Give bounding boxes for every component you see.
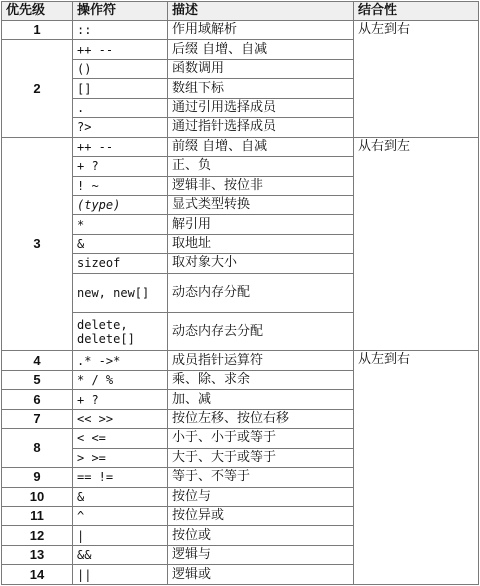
operator-cell: == != (73, 468, 168, 487)
description-cell: 作用域解析 (168, 21, 354, 40)
operator-cell: > >= (73, 448, 168, 467)
description-cell: 按位或 (168, 526, 354, 545)
operator-cell: . (73, 98, 168, 117)
precedence-cell: 12 (2, 526, 73, 545)
operator-cell: ^ (73, 506, 168, 525)
operator-cell: ?> (73, 118, 168, 137)
header-description: 描述 (168, 2, 354, 21)
operator-cell: () (73, 59, 168, 78)
description-cell: 正、负 (168, 157, 354, 176)
operator-cell (73, 195, 168, 214)
description-cell: 等于、不等于 (168, 468, 354, 487)
precedence-cell: 6 (2, 390, 73, 409)
precedence-cell: 3 (2, 137, 73, 351)
description-cell: 逻辑或 (168, 565, 354, 585)
description-cell: 加、减 (168, 390, 354, 409)
description-cell: 函数调用 (168, 59, 354, 78)
precedence-cell: 14 (2, 565, 73, 585)
operator-cell: :: (73, 21, 168, 40)
precedence-cell: 11 (2, 506, 73, 525)
operator-cell: << >> (73, 409, 168, 428)
description-cell: 显式类型转换 (168, 195, 354, 214)
operator-cell: new, new[] (73, 273, 168, 312)
description-cell: 逻辑与 (168, 545, 354, 564)
operator-cell: | (73, 526, 168, 545)
description-cell: 通过指针选择成员 (168, 118, 354, 137)
description-cell: 大于、大于或等于 (168, 448, 354, 467)
precedence-cell: 8 (2, 429, 73, 468)
description-cell: 通过引用选择成员 (168, 98, 354, 117)
precedence-cell: 10 (2, 487, 73, 506)
associativity-cell: 从右到左 (354, 137, 479, 351)
description-cell: 动态内存去分配 (168, 312, 354, 351)
operator-precedence-table (1, 1, 479, 585)
description-cell: 取地址 (168, 234, 354, 253)
description-cell: 数组下标 (168, 79, 354, 98)
header-precedence: 优先级 (2, 2, 73, 21)
operator-cell: < <= (73, 429, 168, 448)
operator-cell: || (73, 565, 168, 585)
description-cell: 按位左移、按位右移 (168, 409, 354, 428)
description-cell: 按位与 (168, 487, 354, 506)
precedence-cell: 2 (2, 40, 73, 137)
operator-cell: ! ~ (73, 176, 168, 195)
type-placeholder: (type) (77, 198, 121, 213)
precedence-cell: 13 (2, 545, 73, 564)
associativity-cell: 从左到右 (354, 21, 479, 138)
operator-cell: * (73, 215, 168, 234)
header-associativity: 结合性 (354, 2, 479, 21)
operator-cell: + ? (73, 157, 168, 176)
operator-cell: * / % (73, 370, 168, 389)
table-row (2, 21, 479, 40)
description-cell: 取对象大小 (168, 254, 354, 273)
table-row (2, 137, 479, 156)
description-cell: 动态内存分配 (168, 273, 354, 312)
operator-cell: .* ->* (73, 351, 168, 370)
operator-cell: delete, delete[] (73, 312, 168, 351)
associativity-cell: 从左到右 (354, 351, 479, 585)
table-row (2, 351, 479, 370)
description-cell: 后缀 自增、自减 (168, 40, 354, 59)
precedence-cell: 9 (2, 468, 73, 487)
operator-cell: && (73, 545, 168, 564)
description-cell: 小于、小于或等于 (168, 429, 354, 448)
precedence-cell: 7 (2, 409, 73, 428)
description-cell: 按位异或 (168, 506, 354, 525)
operator-cell: sizeof (73, 254, 168, 273)
operator-cell: ++ -- (73, 40, 168, 59)
description-cell: 成员指针运算符 (168, 351, 354, 370)
description-cell: 乘、除、求余 (168, 370, 354, 389)
operator-cell: [] (73, 79, 168, 98)
description-cell: 解引用 (168, 215, 354, 234)
precedence-cell: 4 (2, 351, 73, 370)
operator-cell: & (73, 234, 168, 253)
description-cell: 逻辑非、按位非 (168, 176, 354, 195)
description-cell: 前缀 自增、自减 (168, 137, 354, 156)
operator-cell: & (73, 487, 168, 506)
precedence-cell: 1 (2, 21, 73, 40)
header-operator: 操作符 (73, 2, 168, 21)
operator-cell: + ? (73, 390, 168, 409)
precedence-cell: 5 (2, 370, 73, 389)
operator-cell: ++ -- (73, 137, 168, 156)
